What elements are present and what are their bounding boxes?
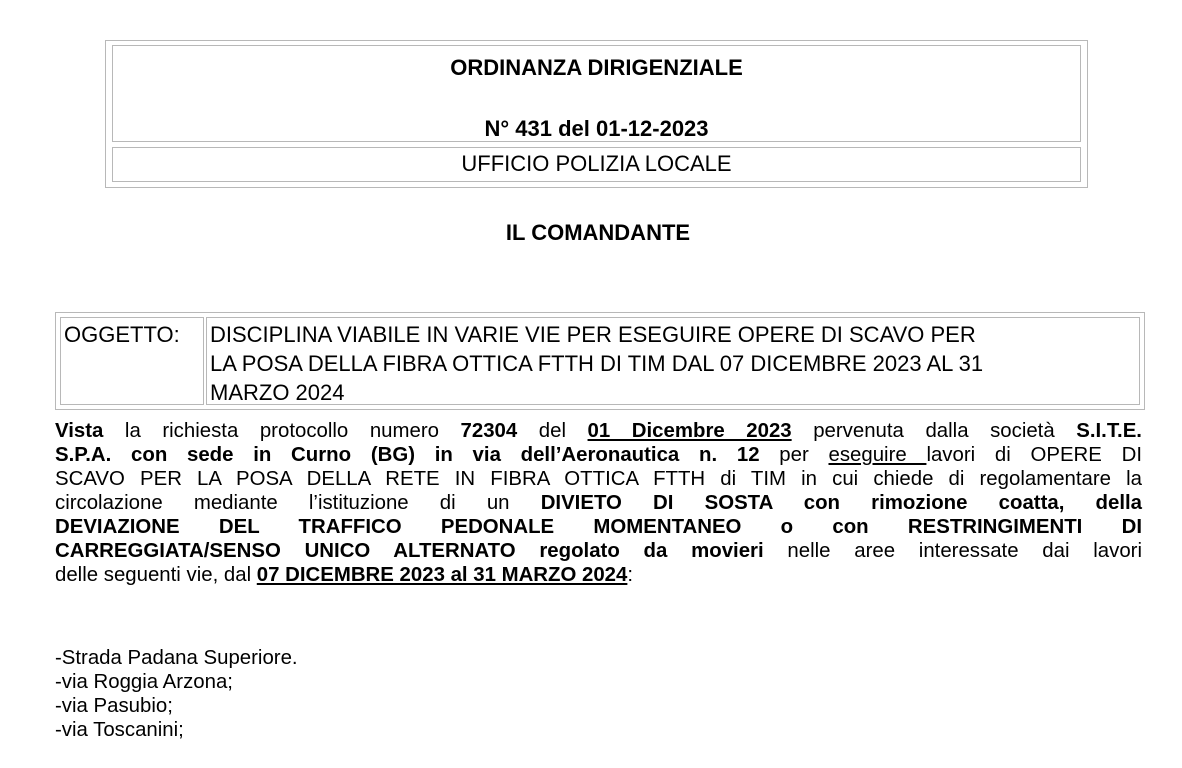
body-text: lavori di OPERE DI [926,444,1143,466]
subject-label: OGGETTO: [60,317,204,405]
subject-line: DISCIPLINA VIABILE IN VARIE VIE PER ESEGUIRE OPERE DI SCAVO PER [210,322,976,347]
body-line: DEVIAZIONE DEL TRAFFICO PEDONALE MOMENTANEO o con RESTRINGIMENTI DI [55,516,1142,538]
underlined-word: eseguire [828,444,927,466]
body-text: nelle aree interessate dai lavori [763,540,1142,562]
street-item: -via Toscanini; [55,719,184,741]
document-title: ORDINANZA DIRIGENZIALE [450,55,743,80]
street-item: -via Pasubio; [55,695,173,717]
bold-measure: CARREGGIATA/SENSO UNICO ALTERNATO regolato da movieri [55,540,764,562]
subject-line: MARZO 2024 [210,380,345,405]
body-text: circolazione mediante l’istituzione di un [55,492,541,514]
body-line: SCAVO PER LA POSA DELLA RETE IN FIBRA OTTICA FTTH di TIM in cui chiede di regolamentare la [55,468,1142,490]
header-table [105,40,1088,188]
header-office-cell [112,147,1081,182]
body-line [55,491,1142,515]
body-text: per [759,444,829,466]
authority-heading: IL COMANDANTE [505,220,691,245]
body-text: : [627,564,634,586]
body-text: delle seguenti vie, dal [55,564,257,586]
subject-line: LA POSA DELLA FIBRA OTTICA FTTH DI TIM DAL 07 DICEMBRE 2023 AL 31 [210,351,984,376]
bold-measure: DIVIETO DI SOSTA con rimozione coatta, della [540,492,1142,514]
header-title-cell [112,45,1081,142]
company-address: S.P.A. con sede in Curno (BG) in via dell’Aeronautica n. 12 [55,444,760,466]
company-name: S.I.T.E. [1076,420,1142,442]
vista-keyword: Vista [55,420,104,442]
office-name: UFFICIO POLIZIA LOCALE [461,151,732,176]
street-item: -via Roggia Arzona; [55,671,233,693]
body-line [55,539,1142,563]
request-date: 01 Dicembre 2023 [587,420,792,442]
body-paragraph [55,419,1142,587]
body-text: del [517,420,588,442]
body-line [55,563,1142,587]
street-item: -Strada Padana Superiore. [55,647,298,669]
validity-period: 07 DICEMBRE 2023 al 31 MARZO 2024 [256,564,628,586]
subject-table [55,312,1145,410]
street-list [55,646,298,742]
body-text: pervenuta dalla società [791,420,1077,442]
body-text: la richiesta protocollo numero [103,420,461,442]
body-line [55,419,1142,443]
document-number: N° 431 del 01-12-2023 [484,116,709,141]
subject-text [206,317,1140,405]
protocol-number: 72304 [460,420,518,442]
body-line [55,443,1142,467]
